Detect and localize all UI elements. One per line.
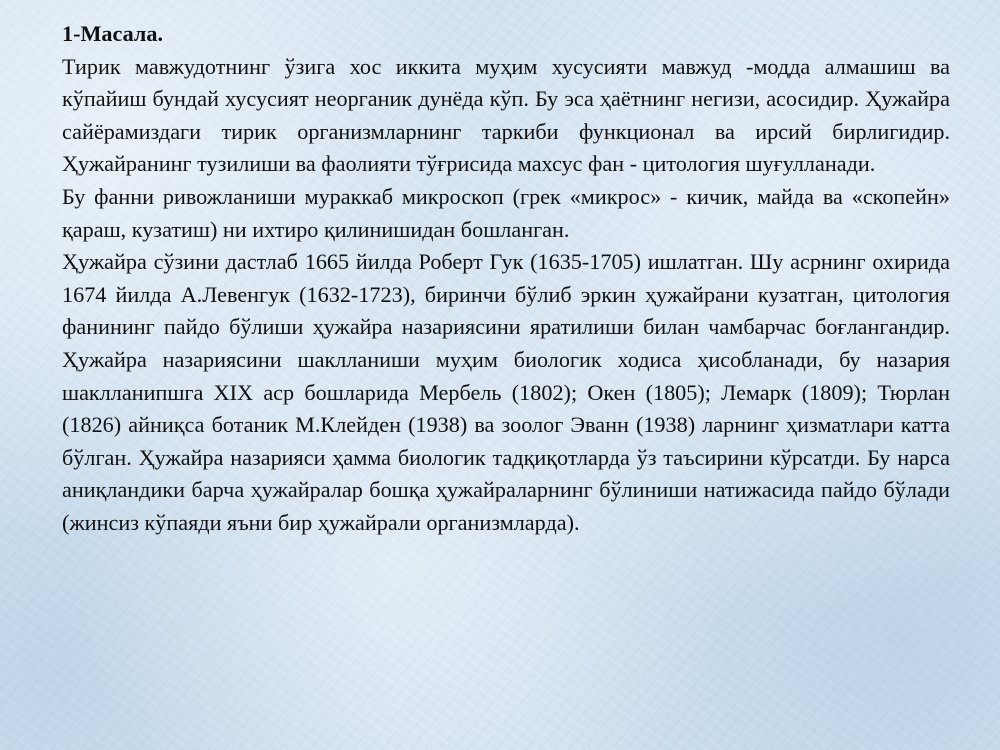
slide-title: 1-Масала. [62,21,164,46]
paragraph-3-text: Ҳужайра сўзини дастлаб 1665 йилда Роберт Гук (1635-1705) ишлатган. Шу асрнинг охирида 1674 йилда А.Левенгук (1632-1723), биринчи бўлиб эркин ҳужайрани кузатган, цитология фанининг пайдо бўлиши ҳужайра назариясини яратилиши билан чамбарчас боғлангандир. Ҳужайра назариясини шаклланиши муҳим биологик ходиса ҳисобланади, бу назария шаклланипшга XIX аср бошларида Мербель (1802); Окен (1805); Лемарк (1809); Тюрлан (1826) айниқса ботаник М.Клейден (1938) ва зоолог Эванн (1938) ларнинг ҳизматлари катта бўлган. Ҳужайра назарияси ҳамма биологик тадқиқотларда ўз таъсирини кўрсатди. Бу нарса аниқландики барча ҳужайралар бошқа ҳужайраларнинг бўлиниши натижасида пайдо бўлади (жинсиз кўпаяди яъни бир ҳужайрали организмларда). [62,249,950,535]
paragraph-2 [62,181,950,246]
slide-content [62,18,950,540]
paragraph-1 [62,51,950,181]
paragraph-3 [62,246,950,539]
paragraph-1-text: Тирик мавжудотнинг ўзига хос иккита муҳим хусусияти мавжуд -модда алмашиш ва кўпайиш бундай хусусият неорганик дунёда кўп. Бу эса ҳаётнинг негизи, асосидир. Ҳужайра сайёрамиздаги тирик организмларнинг таркиби функционал ва ирсий бирлигидир. Ҳужайранинг тузилиши ва фаолияти тўғрисида махсус фан - цитология шуғулланади. [62,53,950,177]
paragraph-2-text: Бу фанни ривожланиши мураккаб микроскоп (грек «микрос» - кичик, майда ва «скопейн» қараш, кузатиш) ни ихтиро қилинишидан бошланган. [62,183,950,242]
